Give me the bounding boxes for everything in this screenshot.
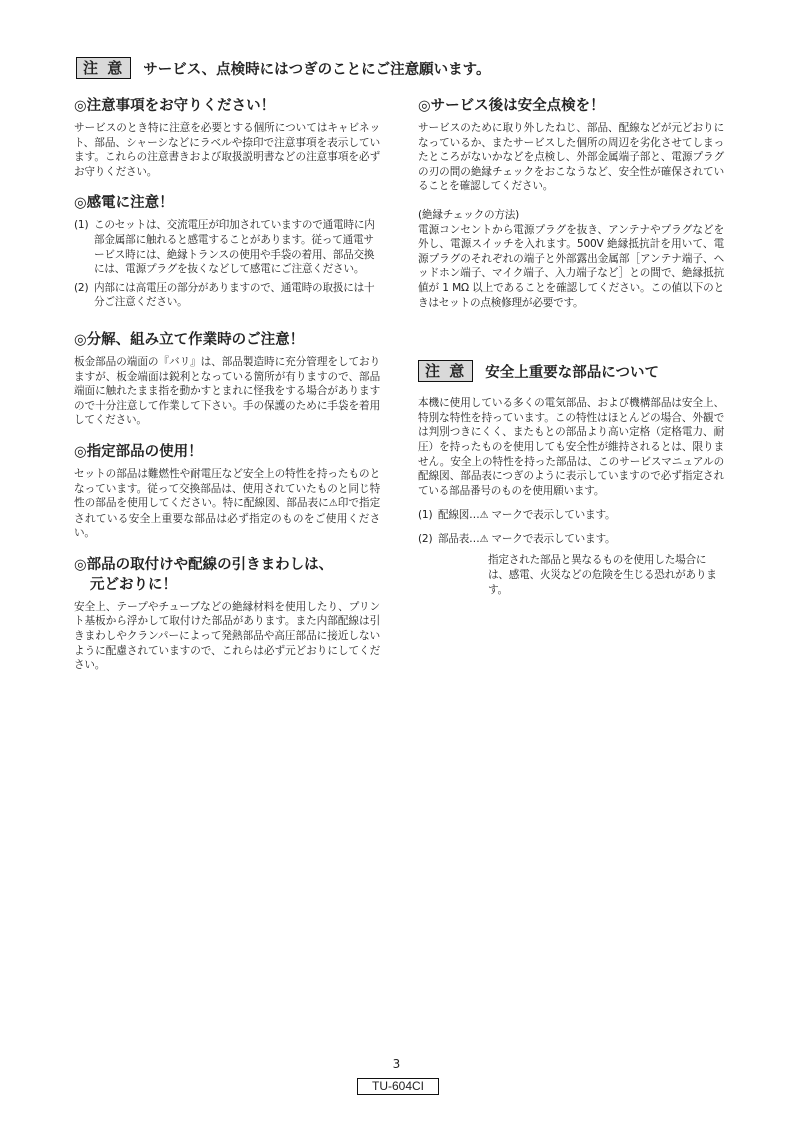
section-title: ◎感電に注意！ — [74, 195, 174, 212]
title-line: 元どおりに！ — [90, 576, 177, 593]
numbered-list — [418, 508, 724, 547]
item-desc: マークで表示しています。 — [491, 509, 616, 522]
section-body: 板金部品の端面の『バリ』は、部品製造時に充分管理をしておりますが、板金端面は鋭利となっている箇所が有りますので、部品端面に触れたまま指を動かすとまれに怪我をする場合がありますので十分注意して作業して下さい。手の保護のために手袋を着用してください。 — [74, 355, 380, 427]
list-number: (1) — [74, 219, 89, 232]
safety-title: 安全上重要な部品について — [485, 364, 659, 381]
section-body: サービスのために取り外したねじ、部品、配線などが元どおりになっているか、またサービスした個所の周辺を劣化させてしまったところがないかなどを点検し、外部金属端子部と、電源プラグの刃の間の絶縁チェックをおこなうなど、安全性が確保されていることを確認してください。 — [418, 122, 724, 193]
title-line: ◎部品の取付けや配線の引きまわしは、 — [74, 556, 334, 573]
section-title: ◎サービス後は安全点検を！ — [418, 98, 605, 114]
list-number: (1) — [418, 509, 433, 522]
left-column — [74, 96, 380, 687]
list-text: このセットは、交流電圧が印加されていますので通電時に内部金属部に触れると感電することがあります。従って通電サービス時には、絶縁トランスの使用や手袋の着用、部品交換には、電源プラグを抜くなどして感電にご注意ください。 — [94, 219, 375, 276]
warning-triangle-icon: ⚠ — [479, 510, 489, 522]
section-title: ◎指定部品の使用！ — [74, 443, 203, 460]
item-desc: マークで表示しています。 — [491, 532, 616, 545]
warning-note: 指定された部品と異なるものを使用した場合には、感電、火災などの危険を生じる恐れがあります。 — [488, 554, 717, 596]
section-title — [74, 555, 380, 595]
safety-header — [418, 360, 724, 382]
list-item — [74, 218, 380, 276]
section-safety-parts — [418, 360, 724, 597]
warning-triangle-icon: ⚠ — [328, 498, 338, 510]
section-body: 安全上、テープやチューブなどの絶縁材料を使用したり、プリント基板から浮かして取付けた部品があります。また内部配線は引きまわしやクランパーによって発熱部品や高圧部品に接近しないように配慮されていますので、これらは必ず元どおりにしてください。 — [74, 600, 380, 672]
page-number: 3 — [392, 1057, 401, 1071]
section-body: 本機に使用している多くの電気部品、および機構部品は安全上、特別な特性を持っています。この特性はほとんどの場合、外観では判別つきにくく、またもとの部品より高い定格（定格電力、耐圧）を持ったものを使用しても安全性が維持されるとは、限りません。安全上の特性を持った部品は、このサービスマニュアルの配線図、部品表につぎのように表示していますので必ず指定されている部品番号のものを使用願います。 — [418, 397, 724, 497]
list-item — [418, 508, 724, 524]
section-title: ◎注意事項をお守りください！ — [74, 98, 276, 114]
item-label: 部品表… — [438, 532, 480, 545]
section-observe-notes — [74, 96, 380, 179]
item-label: 配線図… — [438, 509, 480, 522]
caution-badge: 注 意 — [418, 360, 473, 382]
list-item — [74, 281, 380, 310]
check-method-title: (絶縁チェックの方法) — [418, 208, 520, 221]
page-header — [76, 56, 726, 80]
body-text: セットの部品は難燃性や耐電圧など安全上の特性を持ったものとなっています。従って交換部品は、使用されていたものと同じ特性の部品を使用してください。特に配線図、部品表に — [74, 467, 380, 510]
body-text: 印で指定されている安全上重要な部品は必ず指定のものをご使用ください。 — [74, 497, 381, 540]
section-body: サービスのとき特に注意を必要とする個所についてはキャビネット、部品、シャーシなどにラベルや捺印で注意事項を表示しています。これらの注意書きおよび取扱説明書などの注意事項を必ずお守りください。 — [74, 122, 380, 178]
model-number: TU-604CI — [357, 1078, 439, 1095]
list-text — [438, 532, 724, 548]
section-title: ◎分解、組み立て作業時のご注意！ — [74, 331, 305, 348]
section-disassembly — [74, 330, 380, 428]
section-wiring — [74, 555, 380, 673]
caution-badge: 注 意 — [76, 57, 131, 79]
page-title: サービス、点検時にはつぎのことにご注意願います。 — [143, 61, 491, 78]
check-method-body: 電源コンセントから電源プラグを抜き、アンテナやプラグなどを外し、電源スイッチを入れます。500V 絶縁抵抗計を用いて、電源プラグのそれぞれの端子と外部露出金属部［アンテナ端子、ヘッドホン端子、マイク端子、入力端子など］との間で、絶縁抵抗値が 1 MΩ 以上であることを確認してください。この値以下のときはセットの点検修理が必要です。 — [418, 223, 724, 309]
numbered-list — [74, 218, 380, 310]
section-designated-parts — [74, 442, 380, 541]
right-column — [418, 96, 724, 611]
warning-triangle-icon: ⚠ — [479, 533, 489, 545]
section-body — [74, 467, 380, 541]
list-item — [418, 532, 724, 548]
list-text: 内部には高電圧の部分がありますので、通電時の取扱には十分ご注意ください。 — [94, 281, 375, 309]
section-electric-shock — [74, 193, 380, 310]
list-number: (2) — [418, 532, 433, 545]
section-safety-check — [418, 96, 724, 310]
list-text — [438, 508, 724, 524]
list-number: (2) — [74, 281, 89, 294]
